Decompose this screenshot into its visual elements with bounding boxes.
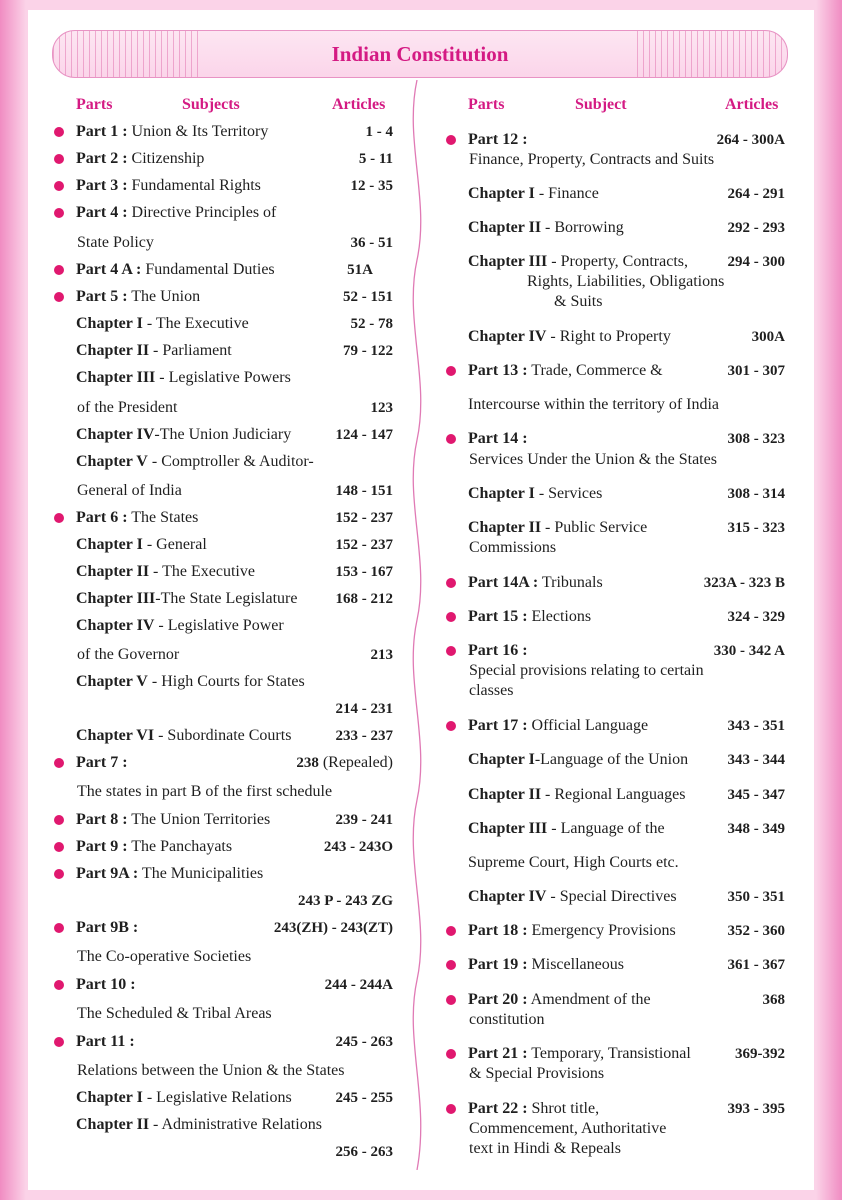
entry-text: Intercourse within the territory of India — [468, 396, 720, 413]
entry-text: -The State Legislature — [155, 590, 298, 607]
entry-articles: 79 - 122 — [343, 343, 393, 359]
left-entry — [76, 1032, 135, 1052]
right-entry — [468, 252, 688, 272]
entry-text: text in Hindi & Repeals — [469, 1140, 621, 1157]
entry-label: Chapter I — [76, 1089, 143, 1106]
right-entry — [468, 1099, 599, 1119]
entry-articles: 153 - 167 — [335, 564, 393, 580]
entry-label: Part 13 : — [468, 362, 528, 379]
entry-text: Citizenship — [127, 150, 205, 167]
left-entry — [76, 149, 204, 169]
left-entry — [76, 864, 263, 884]
entry-articles: 323A - 323 B — [703, 575, 785, 591]
entry-text: Rights, Liabilities, Obligations — [527, 273, 725, 290]
bullet-icon — [54, 758, 64, 768]
entry-label: Chapter I — [468, 185, 535, 202]
right-entry — [468, 750, 688, 770]
right-header-subject: Subject — [575, 96, 627, 113]
entry-text: The Co-operative Societies — [77, 948, 252, 965]
right-entry — [468, 573, 603, 593]
left-entry — [76, 589, 297, 609]
left-header-articles: Articles — [332, 96, 386, 113]
entry-articles: 294 - 300 — [727, 254, 785, 270]
bullet-icon — [54, 1037, 64, 1047]
entry-label: Chapter I — [468, 485, 535, 502]
entry-note: (Repealed) — [318, 754, 393, 771]
entry-articles: 213 — [370, 647, 393, 663]
left-entry — [76, 176, 261, 196]
bullet-icon — [446, 646, 456, 656]
entry-text: Relations between the Union & the States — [77, 1062, 345, 1079]
left-entry — [76, 726, 291, 746]
bullet-icon — [54, 265, 64, 275]
right-entry — [468, 921, 676, 941]
entry-articles: 361 - 367 — [727, 957, 785, 973]
entry-articles: 301 - 307 — [727, 363, 785, 379]
entry-text: - Services — [534, 485, 603, 502]
entry-articles: 36 - 51 — [350, 235, 393, 251]
entry-text: & Suits — [554, 293, 603, 310]
entry-label: Part 22 : — [468, 1100, 528, 1117]
right-entry — [468, 990, 651, 1010]
entry-label: Part 4 A : — [76, 261, 142, 278]
entry-label: Part 3 : — [76, 177, 128, 194]
right-entry — [468, 716, 648, 736]
entry-label: Chapter I — [468, 751, 535, 768]
entry-label: Chapter I — [76, 536, 143, 553]
entry-label: Chapter IV — [468, 328, 547, 345]
entry-articles: 256 - 263 — [335, 1144, 393, 1160]
right-entry — [468, 785, 685, 805]
left-header-parts: Parts — [76, 96, 113, 113]
entry-text: - Subordinate Courts — [154, 727, 292, 744]
left-entry — [76, 918, 138, 938]
right-entry — [468, 429, 528, 449]
entry-text: Special provisions relating to certain — [469, 662, 704, 679]
entry-label: Part 4 : — [76, 204, 128, 221]
entry-articles: 308 - 314 — [727, 486, 785, 502]
entry-articles: 352 - 360 — [727, 923, 785, 939]
entry-articles: 264 - 300A — [716, 132, 785, 148]
entry-text: Services Under the Union & the States — [469, 451, 717, 468]
bullet-icon — [446, 721, 456, 731]
entry-text: -The Union Judiciary — [154, 426, 292, 443]
entry-text: - Public Service — [541, 519, 648, 536]
entry-articles: 152 - 237 — [335, 537, 393, 553]
entry-articles: 350 - 351 — [727, 889, 785, 905]
left-entry — [76, 616, 284, 636]
left-entry — [76, 122, 268, 142]
bullet-icon — [54, 208, 64, 218]
entry-articles: 345 - 347 — [727, 787, 785, 803]
left-entry — [76, 314, 249, 334]
right-entry — [468, 641, 528, 661]
right-entry — [468, 484, 602, 504]
entry-label: Chapter IV — [76, 617, 155, 634]
entry-text: - Language of the — [547, 820, 665, 837]
entry-text: Fundamental Duties — [141, 261, 275, 278]
entry-text: Official Language — [527, 717, 649, 734]
entry-articles: 51A — [347, 262, 373, 278]
entry-text: - The Executive — [149, 563, 255, 580]
right-entry — [468, 518, 647, 538]
left-entry — [76, 287, 200, 307]
bullet-icon — [54, 815, 64, 825]
entry-articles: 148 - 151 — [335, 483, 393, 499]
entry-text: - Comptroller & Auditor- — [147, 453, 314, 470]
entry-articles: 343 - 351 — [727, 718, 785, 734]
entry-label: Chapter II — [76, 342, 150, 359]
bullet-icon — [446, 995, 456, 1005]
entry-label: Chapter II — [468, 519, 542, 536]
entry-text: The states in part B of the first schedule — [77, 783, 333, 800]
entry-label: Part 8 : — [76, 811, 128, 828]
right-entry — [468, 955, 624, 975]
bullet-icon — [54, 154, 64, 164]
entry-label: Part 5 : — [76, 288, 128, 305]
entry-label: Chapter III — [468, 253, 548, 270]
entry-text: Union & Its Territory — [127, 123, 269, 140]
bullet-icon — [54, 869, 64, 879]
entry-articles: 300A — [751, 329, 785, 345]
entry-text: Tribunals — [538, 574, 603, 591]
entry-articles: 238 — [296, 755, 319, 771]
right-entry — [468, 327, 671, 347]
left-entry — [76, 535, 207, 555]
entry-articles: 233 - 237 — [335, 728, 393, 744]
bullet-icon — [446, 960, 456, 970]
entry-articles: 245 - 263 — [335, 1034, 393, 1050]
entry-articles: 12 - 35 — [350, 178, 393, 194]
right-entry — [468, 218, 624, 238]
entry-text: - Legislative Power — [154, 617, 284, 634]
bullet-icon — [446, 612, 456, 622]
right-header-articles: Articles — [725, 96, 779, 113]
entry-label: Chapter II — [76, 1116, 150, 1133]
left-entry — [76, 452, 314, 472]
entry-text: - Right to Property — [546, 328, 671, 345]
entry-articles: 244 - 244A — [324, 977, 393, 993]
entry-text: - Borrowing — [541, 219, 624, 236]
entry-text: The Union — [127, 288, 201, 305]
entry-label: Part 15 : — [468, 608, 528, 625]
entry-articles: 52 - 151 — [343, 289, 393, 305]
entry-articles: 243 P - 243 ZG — [297, 893, 393, 909]
bullet-icon — [54, 181, 64, 191]
entry-label: Chapter II — [76, 563, 150, 580]
entry-articles: 239 - 241 — [335, 812, 393, 828]
bullet-icon — [446, 578, 456, 588]
entry-label: Part 6 : — [76, 509, 128, 526]
entry-text: The Union Territories — [127, 811, 271, 828]
left-entry — [76, 368, 291, 388]
left-entry — [76, 1115, 322, 1135]
right-entry — [468, 361, 663, 381]
left-entry — [76, 672, 305, 692]
entry-articles: 264 - 291 — [727, 186, 785, 202]
entry-text: Directive Principles of — [127, 204, 277, 221]
entry-label: Chapter IV — [468, 888, 547, 905]
entry-label: Chapter III — [76, 590, 156, 607]
left-entry — [76, 975, 136, 995]
entry-label: Part 17 : — [468, 717, 528, 734]
entry-articles: 348 - 349 — [727, 821, 785, 837]
entry-articles: 315 - 323 — [727, 520, 785, 536]
entry-label: Chapter VI — [76, 727, 155, 744]
entry-text: - Legislative Relations — [142, 1089, 292, 1106]
bullet-icon — [54, 513, 64, 523]
entry-text: Shrot title, — [527, 1100, 600, 1117]
entry-label: Part 12 : — [468, 131, 528, 148]
entry-text: - Administrative Relations — [149, 1116, 322, 1133]
entry-text: The Panchayats — [127, 838, 233, 855]
entry-label: Part 2 : — [76, 150, 128, 167]
bullet-icon — [54, 842, 64, 852]
entry-text: - Regional Languages — [541, 786, 686, 803]
entry-text: - High Courts for States — [147, 673, 305, 690]
entry-articles: 292 - 293 — [727, 220, 785, 236]
entry-label: Part 9B : — [76, 919, 139, 936]
entry-text: - General — [142, 536, 207, 553]
right-entry — [468, 819, 665, 839]
entry-articles: 52 - 78 — [350, 316, 393, 332]
right-header-parts: Parts — [468, 96, 505, 113]
right-entry — [468, 887, 677, 907]
entry-text: - Legislative Powers — [155, 369, 291, 386]
entry-label: Part 11 : — [76, 1033, 135, 1050]
entry-label: Part 9 : — [76, 838, 128, 855]
entry-label: Chapter III — [468, 820, 548, 837]
entry-label: Part 20 : — [468, 991, 528, 1008]
title-banner — [52, 30, 788, 78]
entry-articles: 330 - 342 A — [713, 643, 785, 659]
bullet-icon — [54, 127, 64, 137]
left-entry — [76, 508, 198, 528]
entry-text: - Special Directives — [546, 888, 677, 905]
left-entry — [76, 1088, 292, 1108]
entry-text: - Finance — [534, 185, 599, 202]
entry-text: - Property, Contracts, — [547, 253, 688, 270]
left-header-subjects: Subjects — [182, 96, 240, 113]
entry-articles: 368 — [762, 992, 785, 1008]
entry-text: - Parliament — [149, 342, 232, 359]
entry-text: General of India — [77, 482, 182, 499]
right-entry — [468, 607, 591, 627]
bullet-icon — [446, 434, 456, 444]
entry-articles: 152 - 237 — [335, 510, 393, 526]
entry-label: Chapter III — [76, 369, 156, 386]
entry-text: Miscellaneous — [527, 956, 624, 973]
entry-articles: 243(ZH) - 243(ZT) — [273, 920, 393, 936]
bullet-icon — [54, 923, 64, 933]
entry-label: Part 16 : — [468, 642, 528, 659]
entry-text: Commencement, Authoritative — [469, 1120, 667, 1137]
left-entry — [76, 837, 232, 857]
left-entry — [76, 203, 276, 223]
entry-text: Temporary, Transistional — [527, 1045, 691, 1062]
bullet-icon — [446, 1049, 456, 1059]
entry-label: Chapter IV — [76, 426, 155, 443]
entry-articles: 214 - 231 — [335, 701, 393, 717]
right-entry — [468, 184, 599, 204]
wavy-column-divider — [400, 80, 434, 1170]
entry-articles: 393 - 395 — [727, 1101, 785, 1117]
entry-text: of the Governor — [77, 646, 180, 663]
left-entry-articles — [296, 753, 393, 773]
entry-text: Finance, Property, Contracts and Suits — [469, 151, 715, 168]
entry-text: The Scheduled & Tribal Areas — [77, 1005, 272, 1022]
entry-label: Part 21 : — [468, 1045, 528, 1062]
entry-text: Emergency Provisions — [527, 922, 676, 939]
entry-label: Part 14A : — [468, 574, 539, 591]
entry-text: & Special Provisions — [469, 1065, 605, 1082]
entry-text: The States — [127, 509, 199, 526]
entry-label: Part 14 : — [468, 430, 528, 447]
entry-articles: 124 - 147 — [335, 427, 393, 443]
entry-text: classes — [469, 682, 514, 699]
entry-articles: 324 - 329 — [727, 609, 785, 625]
entry-label: Chapter II — [468, 219, 542, 236]
entry-articles: 308 - 323 — [727, 431, 785, 447]
bullet-icon — [446, 926, 456, 936]
bullet-icon — [54, 292, 64, 302]
entry-text: The Municipalities — [138, 865, 264, 882]
right-entry — [468, 1044, 691, 1064]
entry-label: Chapter II — [468, 786, 542, 803]
left-entry — [76, 753, 128, 773]
entry-articles: 243 - 243O — [323, 839, 393, 855]
entry-label: Part 7 : — [76, 754, 128, 771]
entry-label: Part 10 : — [76, 976, 136, 993]
entry-text: of the President — [77, 399, 178, 416]
right-entry — [468, 130, 528, 150]
entry-label: Part 19 : — [468, 956, 528, 973]
bullet-icon — [446, 1104, 456, 1114]
left-entry — [76, 810, 270, 830]
left-entry — [76, 260, 275, 280]
bullet-icon — [446, 135, 456, 145]
entry-label: Chapter V — [76, 453, 148, 470]
entry-text: constitution — [469, 1011, 545, 1028]
entry-text: Elections — [527, 608, 592, 625]
entry-articles: 369-392 — [735, 1046, 785, 1062]
entry-label: Part 1 : — [76, 123, 128, 140]
entry-text: Fundamental Rights — [127, 177, 261, 194]
left-entry — [76, 341, 232, 361]
entry-text: Supreme Court, High Courts etc. — [468, 854, 679, 871]
entry-text: -Language of the Union — [534, 751, 689, 768]
entry-text: - The Executive — [142, 315, 249, 332]
entry-label: Chapter V — [76, 673, 148, 690]
entry-label: Part 9A : — [76, 865, 139, 882]
entry-articles: 1 - 4 — [365, 124, 393, 140]
left-entry — [76, 425, 291, 445]
entry-label: Chapter I — [76, 315, 143, 332]
entry-text: State Policy — [77, 234, 154, 251]
left-entry — [76, 562, 255, 582]
entry-text: Trade, Commerce & — [527, 362, 663, 379]
page-title: Indian Constitution — [331, 42, 509, 66]
entry-articles: 5 - 11 — [358, 151, 393, 167]
entry-articles: 343 - 344 — [727, 752, 785, 768]
entry-articles: 245 - 255 — [335, 1090, 393, 1106]
entry-articles: 123 — [370, 400, 393, 416]
bullet-icon — [54, 980, 64, 990]
entry-label: Part 18 : — [468, 922, 528, 939]
entry-articles: 168 - 212 — [335, 591, 393, 607]
entry-text: Commissions — [469, 539, 557, 556]
entry-text: Amendment of the — [527, 991, 651, 1008]
bullet-icon — [446, 366, 456, 376]
